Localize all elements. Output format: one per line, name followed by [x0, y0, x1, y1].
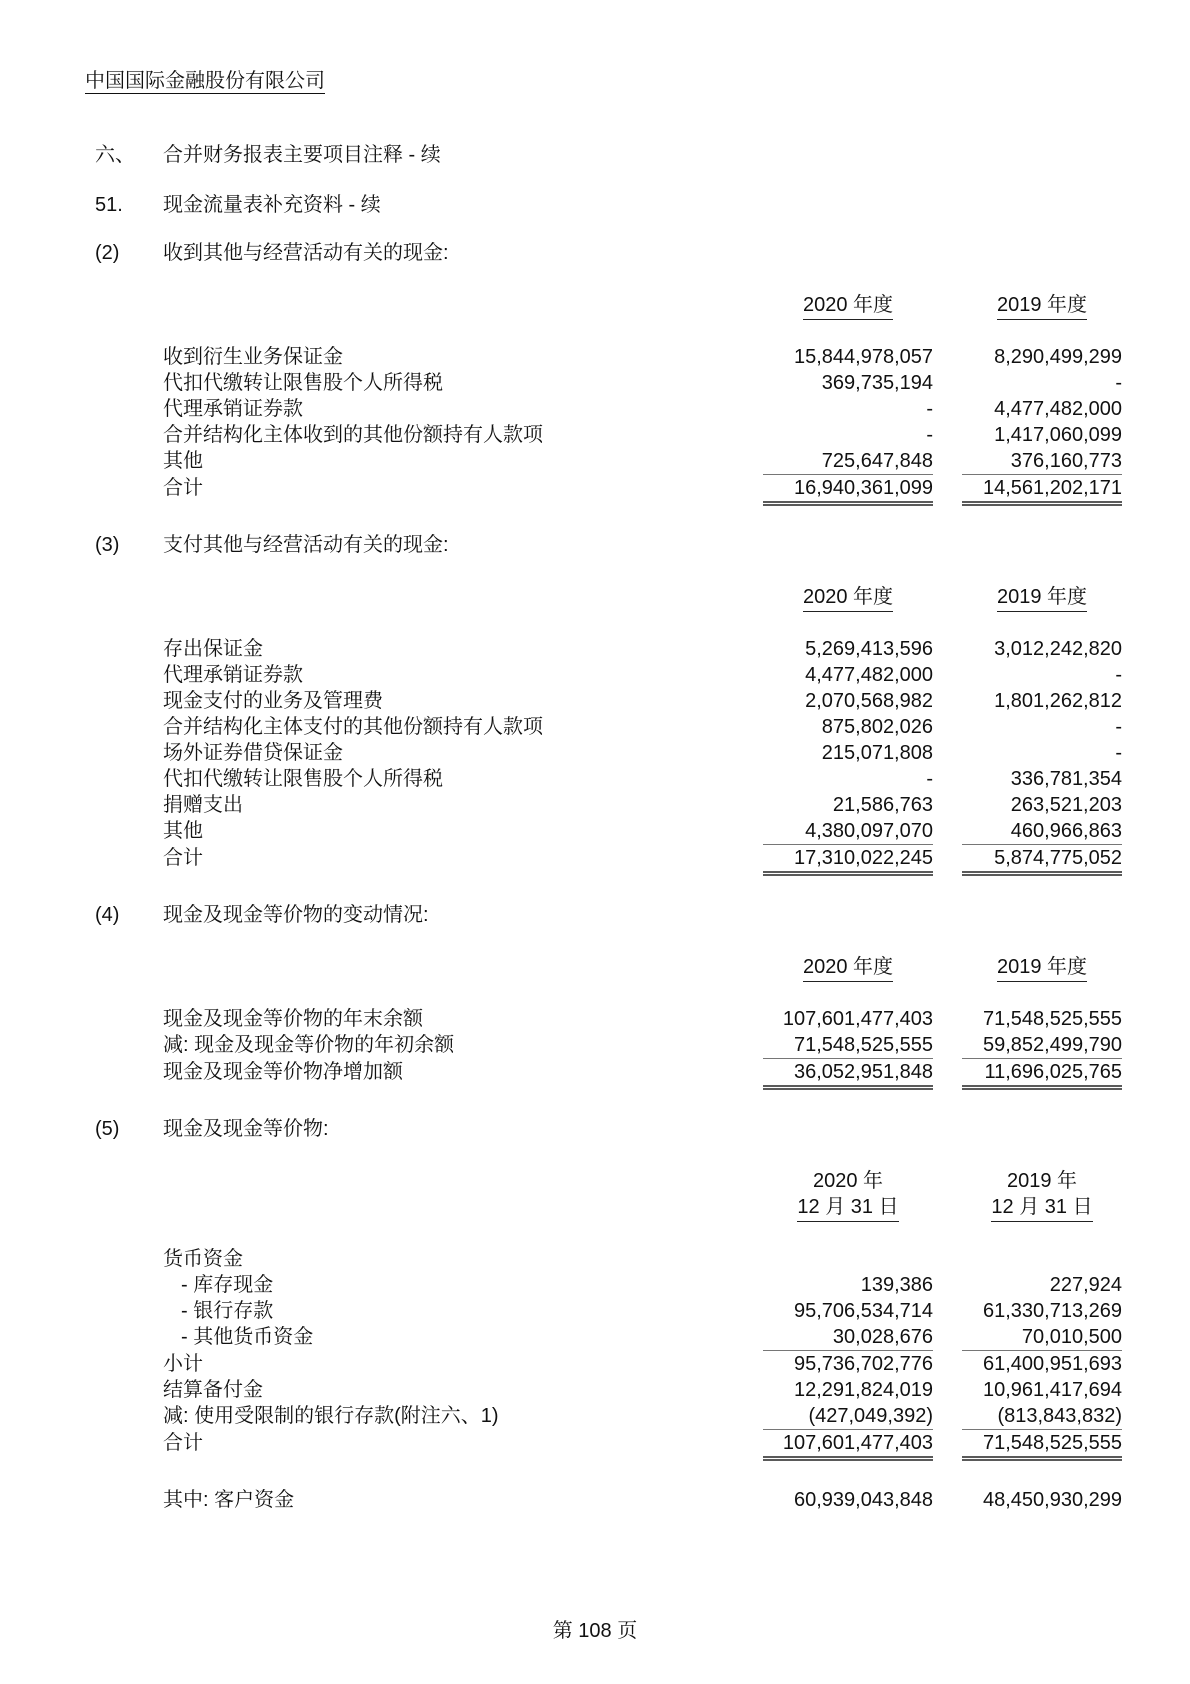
col-header-text	[803, 292, 893, 320]
value-2019: 263,521,203	[1010, 794, 1122, 816]
value-2020: 15,844,978,057	[793, 346, 933, 368]
table-row	[163, 792, 1122, 818]
value-2019: 460,966,863	[962, 818, 1122, 845]
value-2019: 61,330,713,269	[982, 1300, 1122, 1322]
section-number: 51.	[95, 194, 123, 216]
value-2019: 71,548,525,555	[982, 1008, 1122, 1030]
block-table	[0, 584, 1190, 876]
col-header-line: 2020 年	[812, 1170, 884, 1192]
row-label: - 其他货币资金	[181, 1326, 314, 1348]
row-label: 其他	[163, 450, 203, 472]
value-2019: 61,400,951,693	[982, 1353, 1122, 1375]
col-header-line: 2019 年度	[997, 954, 1087, 982]
company-name-text: 中国国际金融股份有限公司	[85, 70, 325, 92]
col-header-text	[997, 584, 1087, 612]
value-2020: 215,071,808	[821, 742, 933, 764]
row-label: 现金及现金等价物净增加额	[163, 1061, 403, 1083]
value-2020: -	[926, 398, 933, 420]
col-header-2020	[763, 1168, 933, 1222]
section-title: 现金流量表补充资料 - 续	[163, 194, 381, 216]
col-header-text	[797, 1168, 898, 1222]
table-row	[163, 1006, 1122, 1032]
row-label: 收到衍生业务保证金	[163, 346, 343, 368]
value-2019	[962, 1246, 1122, 1272]
col-header-text	[997, 954, 1087, 982]
col-header-line: 2019 年度	[997, 292, 1087, 320]
value-2020: 4,380,097,070	[763, 818, 933, 845]
value-2019: -	[1115, 716, 1122, 738]
col-header-2020	[763, 292, 933, 320]
block-title: 收到其他与经营活动有关的现金:	[163, 242, 449, 264]
block-number: (5)	[95, 1118, 120, 1140]
table-row	[163, 422, 1122, 448]
table-row	[163, 370, 1122, 396]
value-2020: 725,647,848	[763, 448, 933, 475]
value-2019: 4,477,482,000	[994, 398, 1122, 420]
page-number: 第 108 页	[552, 1620, 638, 1642]
value-2020: 36,052,951,848	[763, 1059, 933, 1090]
block-heading	[95, 240, 1190, 266]
col-header-2020	[763, 954, 933, 982]
table-row	[163, 1351, 1122, 1377]
value-2020: 107,601,477,403	[763, 1430, 933, 1461]
value-2020: 17,310,022,245	[763, 845, 933, 876]
row-label: 合计	[163, 477, 203, 499]
value-2019: -	[1115, 742, 1122, 764]
row-label: 减: 现金及现金等价物的年初余额	[163, 1034, 455, 1056]
table-header-row	[163, 954, 1122, 982]
row-label: 其他	[163, 820, 203, 842]
col-header-2020	[763, 584, 933, 612]
value-2020: 875,802,026	[821, 716, 933, 738]
col-header-line: 12 月 31 日	[991, 1194, 1092, 1222]
value-2020: 95,706,534,714	[793, 1300, 933, 1322]
value-2020: 139,386	[860, 1274, 933, 1296]
section-headings	[0, 142, 1190, 218]
value-2019: 3,012,242,820	[994, 638, 1122, 660]
col-header-text	[803, 954, 893, 982]
value-2020: 71,548,525,555	[763, 1032, 933, 1059]
col-header-line: 2020 年度	[803, 954, 893, 982]
block-heading	[95, 532, 1190, 558]
company-name	[85, 68, 1190, 94]
block-number: (4)	[95, 904, 120, 926]
table-header-row	[163, 584, 1122, 612]
value-2020: 4,477,482,000	[805, 664, 933, 686]
value-2020: 16,940,361,099	[763, 475, 933, 506]
col-header-line: 2019 年度	[997, 584, 1087, 612]
value-2020: -	[926, 424, 933, 446]
value-2019: 59,852,499,790	[962, 1032, 1122, 1059]
table-row	[163, 636, 1122, 662]
col-header-2019	[962, 584, 1122, 612]
row-label: 结算备付金	[163, 1379, 263, 1401]
table-header-row	[163, 292, 1122, 320]
value-2019: 8,290,499,299	[994, 346, 1122, 368]
row-label: - 银行存款	[181, 1300, 274, 1322]
table-row	[163, 475, 1122, 506]
table-row	[163, 1487, 1122, 1513]
value-2020: 60,939,043,848	[793, 1489, 933, 1511]
block-number: (2)	[95, 242, 120, 264]
value-2020: 369,735,194	[821, 372, 933, 394]
value-2019: 1,417,060,099	[994, 424, 1122, 446]
table-row	[163, 1377, 1122, 1403]
row-label: 合并结构化主体收到的其他份额持有人款项	[163, 424, 543, 446]
block-table	[0, 1168, 1190, 1513]
row-label: 小计	[163, 1353, 203, 1375]
table-row	[163, 1059, 1122, 1090]
value-2019: 1,801,262,812	[994, 690, 1122, 712]
table-row	[163, 448, 1122, 475]
value-2019: 48,450,930,299	[982, 1489, 1122, 1511]
col-header-line: 12 月 31 日	[797, 1194, 898, 1222]
section-title: 合并财务报表主要项目注释 - 续	[163, 144, 441, 166]
table-row	[163, 818, 1122, 845]
block-title: 现金及现金等价物的变动情况:	[163, 904, 429, 926]
table-row	[163, 344, 1122, 370]
value-2019: 376,160,773	[962, 448, 1122, 475]
table-row	[163, 1298, 1122, 1324]
row-label: 其中: 客户资金	[163, 1489, 295, 1511]
value-2020: 107,601,477,403	[782, 1008, 933, 1030]
table-row	[163, 662, 1122, 688]
col-header-2019	[962, 1168, 1122, 1222]
section-heading	[95, 192, 1190, 218]
table-row	[163, 688, 1122, 714]
table-row	[163, 766, 1122, 792]
block-table	[0, 292, 1190, 506]
value-2019: 70,010,500	[962, 1324, 1122, 1351]
row-label: 代理承销证券款	[163, 398, 303, 420]
table-row	[163, 1324, 1122, 1351]
value-2020: 2,070,568,982	[805, 690, 933, 712]
value-2019: 10,961,417,694	[982, 1379, 1122, 1401]
value-2020	[763, 1246, 933, 1272]
block-title: 支付其他与经营活动有关的现金:	[163, 534, 449, 556]
value-2020: 5,269,413,596	[805, 638, 933, 660]
value-2019: -	[1115, 372, 1122, 394]
table-row	[163, 714, 1122, 740]
value-2019: 5,874,775,052	[962, 845, 1122, 876]
value-2020: 21,586,763	[832, 794, 933, 816]
col-header-line: 2020 年度	[803, 292, 893, 320]
table-header-row	[163, 1168, 1122, 1222]
table-row	[163, 845, 1122, 876]
row-label: 减: 使用受限制的银行存款(附注六、1)	[163, 1405, 499, 1427]
row-label: 合计	[163, 1432, 203, 1454]
table-row	[163, 740, 1122, 766]
row-label: 捐赠支出	[163, 794, 243, 816]
row-label: 代理承销证券款	[163, 664, 303, 686]
table-row	[163, 1032, 1122, 1059]
col-header-2019	[962, 954, 1122, 982]
value-2019: 11,696,025,765	[962, 1059, 1122, 1090]
value-2019: 14,561,202,171	[962, 475, 1122, 506]
row-label: 合并结构化主体支付的其他份额持有人款项	[163, 716, 543, 738]
section-heading	[95, 142, 1190, 168]
value-2019: 336,781,354	[1010, 768, 1122, 790]
value-2019: -	[1115, 664, 1122, 686]
col-header-line: 2019 年	[1006, 1170, 1078, 1192]
row-label: 现金及现金等价物的年末余额	[163, 1008, 423, 1030]
value-2020: 12,291,824,019	[793, 1379, 933, 1401]
table-row	[163, 1403, 1122, 1430]
col-header-line: 2020 年度	[803, 584, 893, 612]
value-2019: 227,924	[1049, 1274, 1122, 1296]
section-number: 六、	[95, 144, 135, 166]
block-table	[0, 954, 1190, 1090]
block-title: 现金及现金等价物:	[163, 1118, 329, 1140]
table-row	[163, 1272, 1122, 1298]
table-row	[163, 396, 1122, 422]
block-heading	[95, 902, 1190, 928]
table-row	[163, 1430, 1122, 1461]
table-row	[163, 1246, 1122, 1272]
row-label: - 库存现金	[181, 1274, 274, 1296]
value-2020: -	[926, 768, 933, 790]
col-header-text	[803, 584, 893, 612]
note-blocks	[0, 240, 1190, 1513]
row-label: 代扣代缴转让限售股个人所得税	[163, 768, 443, 790]
row-label: 代扣代缴转让限售股个人所得税	[163, 372, 443, 394]
row-label: 货币资金	[163, 1248, 243, 1270]
col-header-text	[997, 292, 1087, 320]
spacer-row	[163, 1461, 1122, 1487]
row-label: 场外证券借贷保证金	[163, 742, 343, 764]
value-2020: 30,028,676	[763, 1324, 933, 1351]
col-header-text	[991, 1168, 1092, 1222]
value-2020: 95,736,702,776	[793, 1353, 933, 1375]
col-header-2019	[962, 292, 1122, 320]
row-label: 现金支付的业务及管理费	[163, 690, 383, 712]
value-2019: (813,843,832)	[962, 1403, 1122, 1430]
row-label: 合计	[163, 847, 203, 869]
value-2019: 71,548,525,555	[962, 1430, 1122, 1461]
block-number: (3)	[95, 534, 120, 556]
block-heading	[95, 1116, 1190, 1142]
row-label: 存出保证金	[163, 638, 263, 660]
value-2020: (427,049,392)	[763, 1403, 933, 1430]
